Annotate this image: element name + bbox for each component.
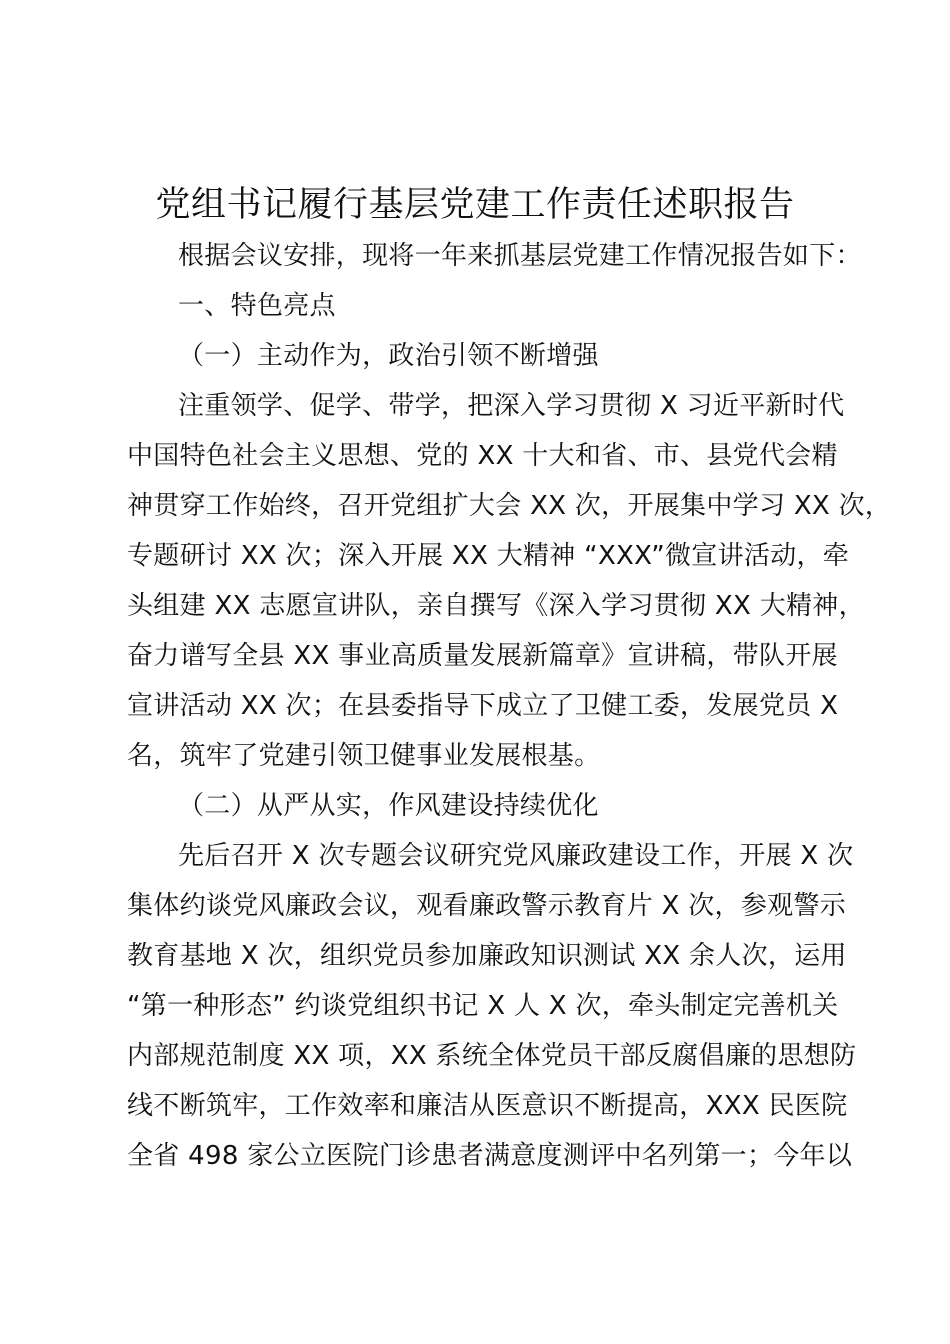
paragraph-line: 名，筑牢了党建引领卫健事业发展根基。 [127, 741, 601, 771]
intro-paragraph: 根据会议安排，现将一年来抓基层党建工作情况报告如下： [178, 241, 862, 271]
paragraph-line: 神贯穿工作始终，召开党组扩大会 XX 次，开展集中学习 XX 次， [127, 491, 892, 521]
paragraph-line: 头组建 XX 志愿宣讲队，亲自撰写《深入学习贯彻 XX 大精神， [127, 591, 865, 621]
paragraph-line: 线不断筑牢，工作效率和廉洁从医意识不断提高，XXX 民医院 [127, 1091, 848, 1121]
paragraph-line: 专题研讨 XX 次；深入开展 XX 大精神 “XXX”微宣讲活动，牵 [127, 541, 850, 571]
document-title: 党组书记履行基层党建工作责任述职报告 [155, 185, 795, 225]
paragraph-line: 先后召开 X 次专题会议研究党风廉政建设工作，开展 X 次 [178, 841, 854, 871]
paragraph-line: 注重领学、促学、带学，把深入学习贯彻 X 习近平新时代 [178, 391, 845, 421]
paragraph-line: “第一种形态” 约谈党组织书记 X 人 X 次，牵头制定完善机关 [127, 991, 839, 1021]
paragraph-line: 宣讲活动 XX 次；在县委指导下成立了卫健工委，发展党员 X [127, 691, 839, 721]
paragraph-line: 中国特色社会主义思想、党的 XX 十大和省、市、县党代会精 [127, 441, 838, 471]
section-heading: 一、特色亮点 [178, 291, 336, 321]
subsection-heading: （一）主动作为，政治引领不断增强 [178, 341, 599, 371]
paragraph-line: 内部规范制度 XX 项，XX 系统全体党员干部反腐倡廉的思想防 [127, 1041, 857, 1071]
paragraph-line: 集体约谈党风廉政会议，观看廉政警示教育片 X 次，参观警示 [127, 891, 847, 921]
paragraph-line: 奋力谱写全县 XX 事业高质量发展新篇章》宣讲稿，带队开展 [127, 641, 838, 671]
subsection-heading: （二）从严从实，作风建设持续优化 [178, 791, 599, 821]
paragraph-line: 全省 498 家公立医院门诊患者满意度测评中名列第一；今年以 [127, 1141, 853, 1171]
paragraph-line: 教育基地 X 次，组织党员参加廉政知识测试 XX 余人次，运用 [127, 941, 847, 971]
